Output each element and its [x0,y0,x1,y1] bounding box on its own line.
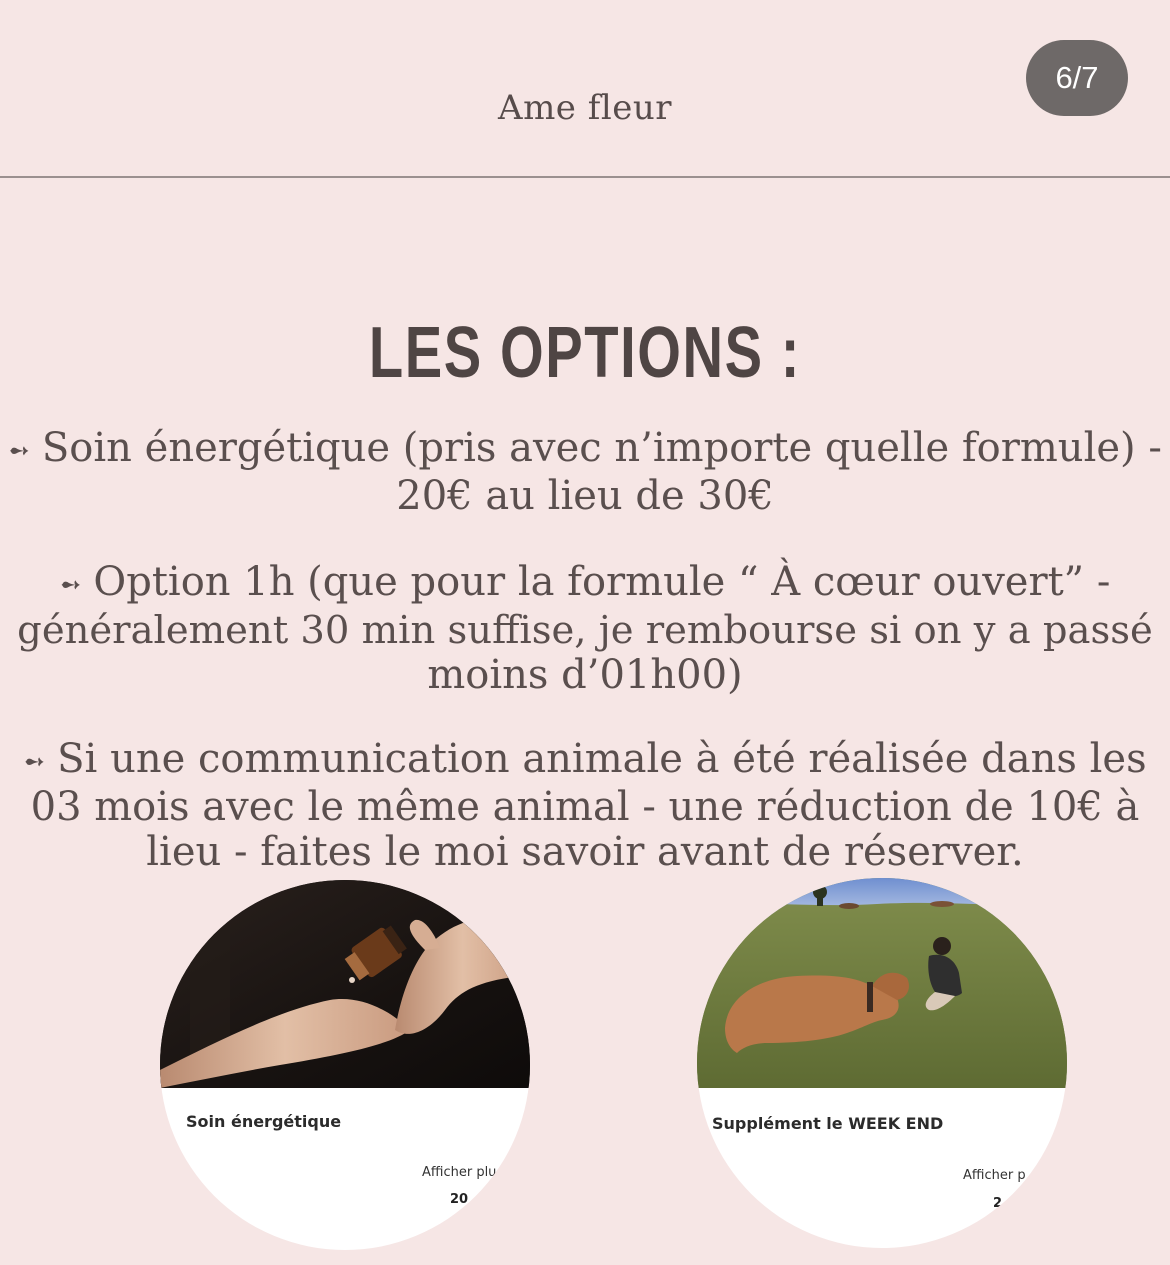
option-line: généralement 30 min suffise, je rembourse si on y a passé [17,607,1153,653]
option-line: lieu - faites le moi savoir avant de réserver. [146,828,1024,875]
essential-oil-photo-icon [160,880,530,1088]
option-animal-communication-discount [0,737,1170,875]
card-price: 20 [450,1192,469,1207]
option-line: Option 1h (que pour la formule “ À cœur ouvert” - [93,559,1111,605]
card-price: 2 [993,1196,1003,1211]
option-line: Si une communication animale à été réalisée dans les [57,736,1147,782]
service-card-energy-care[interactable] [160,880,530,1250]
card-title: Soin énergétique [186,1112,342,1131]
option-line: 20€ au lieu de 30€ [396,472,774,519]
page-title: LES OPTIONS : [368,313,802,393]
show-more-link[interactable]: Afficher plu [422,1165,497,1180]
option-line: 03 mois avec le même animal - une réduction de 10€ à [30,783,1140,830]
option-one-hour [0,560,1170,698]
service-card-weekend-supplement[interactable] [697,878,1067,1248]
slide-counter-badge: 6/7 [1026,40,1128,116]
arrow-bullet-icon: ➻ [23,746,46,777]
option-line: moins d’01h00) [427,651,743,698]
arrow-bullet-icon: ➻ [59,569,82,600]
option-energy-care [0,426,1170,519]
header-divider [0,176,1170,178]
option-line: Soin énergétique (pris avec n’importe quelle formule) - [41,425,1162,471]
arrow-bullet-icon: ➻ [8,435,30,466]
cow-field-photo-icon [697,878,1067,1088]
brand-name[interactable]: Ame fleur [498,88,672,128]
show-more-link[interactable]: Afficher p [963,1168,1026,1183]
card-title: Supplément le WEEK END [712,1114,944,1133]
story-header [0,0,1170,177]
